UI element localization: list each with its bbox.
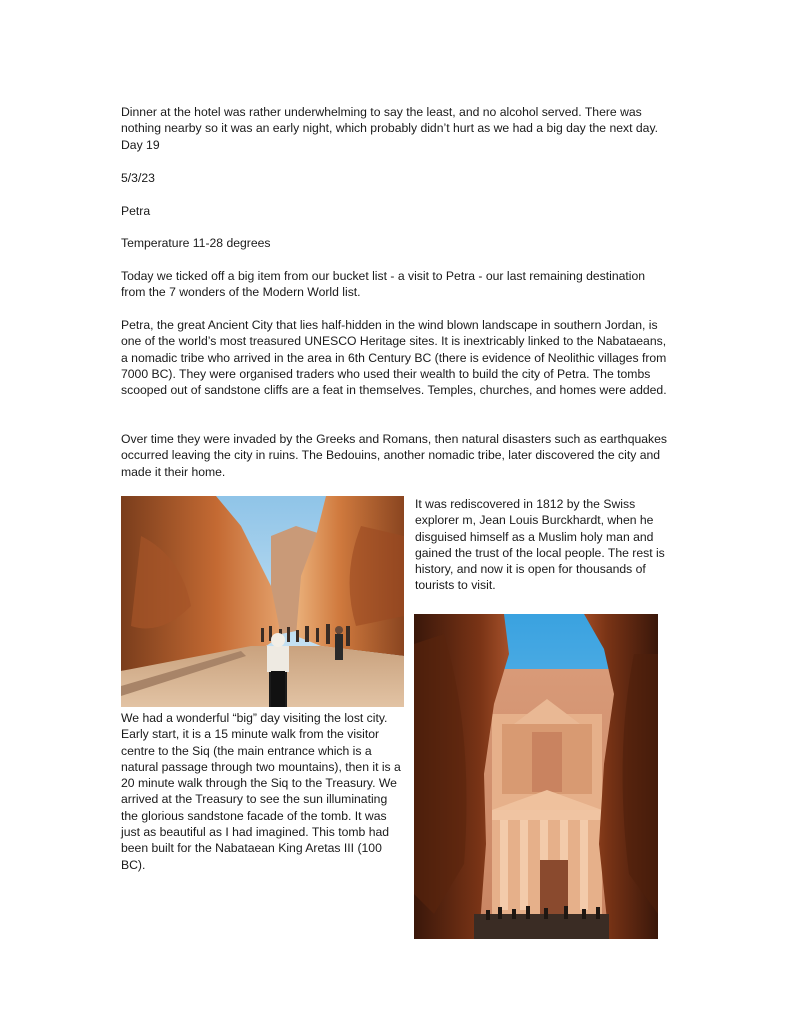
paragraph-temperature: Temperature 11-28 degrees [121, 236, 271, 250]
paragraph-dinner: Dinner at the hotel was rather underwhelming to say the least, and no alcohol served. There was nothing nearby so it was an early night, which probably didn’t hurt as we had a big day the next day. [121, 105, 659, 136]
paragraph-place: Petra [121, 204, 151, 218]
paragraph-day: Day 19 [121, 138, 160, 152]
treasury-facade-icon [492, 699, 602, 914]
paragraph-rediscovered: It was rediscovered in 1812 by the Swiss explorer m, Jean Louis Burckhardt, when he disguised himself as a Muslim holy man and gained the trust of the local people. The rest is history, and now it is open for thousands of tourists to visit. [415, 497, 665, 593]
treasury-photo [414, 614, 658, 939]
paragraph-history: Petra, the great Ancient City that lies half-hidden in the wind blown landscape in southern Jordan, is one of the world’s most treasured UNESCO Heritage sites. It is inextricably linked to the Nabataeans, a nomadic tribe who arrived in the area in 6th Century BC (there is evidence of Neolithic villages from 7000 BC). They were organised traders who used their wealth to build the city of Petra. The tombs scooped out of sandstone cliffs are a feat in themselves. Temples, churches, and homes were added. [121, 318, 667, 398]
siq-crowd-photo [121, 496, 404, 707]
paragraph-invasions: Over time they were invaded by the Greeks and Romans, then natural disasters such as earthquakes occurred leaving the city in ruins. The Bedouins, another nomadic tribe, later discovered the city and made it their home. [121, 432, 668, 479]
paragraph-bucket-list: Today we ticked off a big item from our bucket list - a visit to Petra - our last remaining destination from the 7 wonders of the Modern World list. [121, 269, 646, 300]
paragraph-date: 5/3/23 [121, 171, 155, 185]
paragraph-big-day: We had a wonderful “big” day visiting the lost city. Early start, it is a 15 minute walk from the visitor centre to the Siq (the main entrance which is a natural passage through two mountains), then it is a 20 minute walk through the Siq to the Treasury. We arrived at the Treasury to see the sun illuminating the glorious sandstone facade of the tomb. It was just as beautiful as I had imagined. This tomb had been built for the Nabataean King Aretas III (100 BC). [121, 711, 401, 872]
